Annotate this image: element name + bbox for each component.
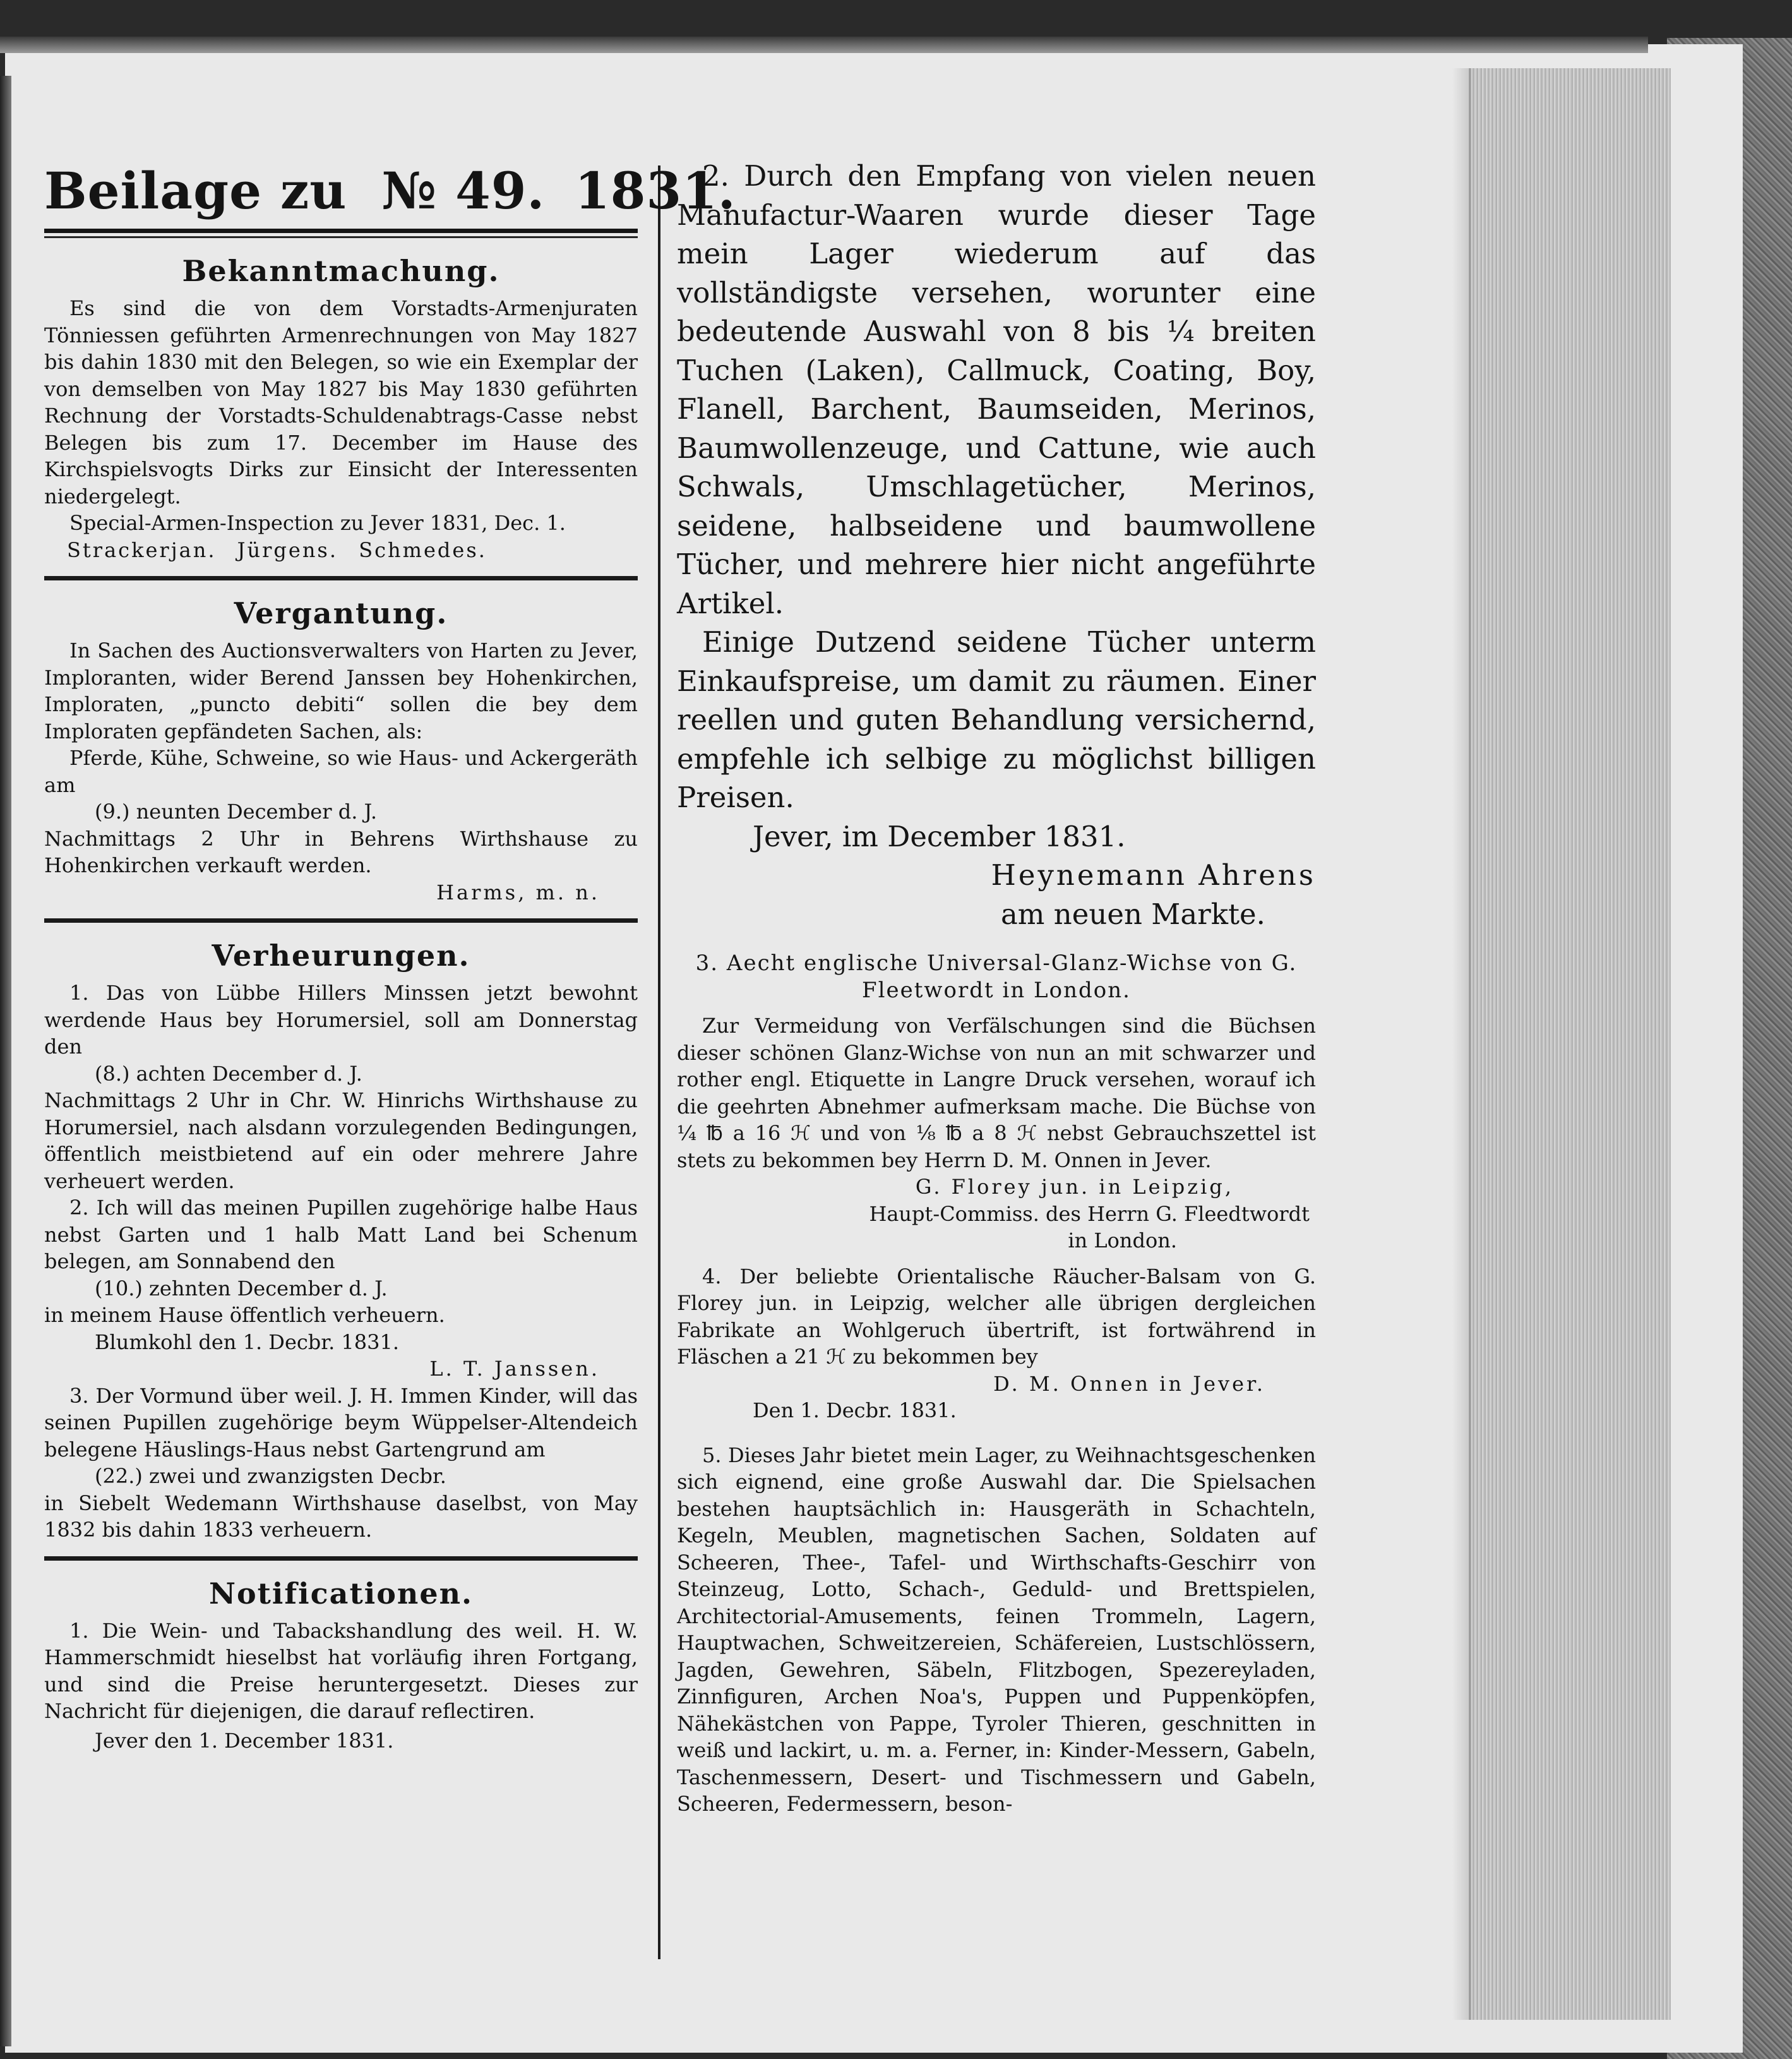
notification-2-text-2: Einige Dutzend seidene Tücher unterm Einkaufspreise, um damit zu räumen. Einer reellen und guten Behandlung versichernd, empfehle ich selbige zu möglichst billigen Preisen. — [677, 625, 1316, 814]
verheurungen-section — [44, 937, 638, 1544]
verheurung-2-text-2: in meinem Hause öffentlich verheuern. — [44, 1303, 445, 1327]
page-stack-edges — [1469, 68, 1671, 2020]
notification-5 — [677, 1442, 1316, 1818]
vergantung-text: In Sachen des Auctionsverwalters von Harten zu Jever, Imploranten, wider Berend Janssen bey Hohenkirchen, Imploraten, „puncto debiti“ sollen die bey dem Imploraten gepfändeten Sachen, als: — [44, 639, 638, 743]
verheurung-3-date: (22.) zwei und zwanzigsten Decbr. — [95, 1464, 446, 1488]
vergantung-section — [44, 594, 638, 906]
notification-4-text: 4. Der beliebte Orientalische Räucher-Balsam von G. Florey jun. in Leipzig, welcher alle übrigen dergleichen Fabrikate an Wohlgeruch übertrift, ist fortwährend in Fläschen a 21 ℋ zu bekommen bey — [677, 1264, 1316, 1369]
notification-2-place: Jever, im December 1831. — [753, 819, 1126, 853]
notification-2 — [677, 157, 1316, 933]
bekanntmachung-title: Bekanntmachung. — [182, 254, 500, 288]
notification-3-text: Zur Vermeidung von Verfälschungen sind die Büchsen dieser schönen Glanz-Wichse von nun an mit schwarzer und rother engl. Etiquette in Langre Druck versehen, worauf ich die geehrten Abnehmer aufmerksam mache. Die Büchse von ¼ ℔ a 16 ℋ und von ⅛ ℔ a 8 ℋ nebst Gebrauchszettel ist stets zu bekommen bey Herrn D. M. Onnen in Jever. — [677, 1014, 1316, 1172]
vergantung-title: Vergantung. — [234, 596, 448, 630]
vergantung-date: (9.) neunten December d. J. — [95, 800, 378, 824]
notificationen-title: Notificationen. — [208, 1576, 474, 1611]
verheurungen-title: Verheurungen. — [212, 939, 470, 973]
masthead-number: № 49. — [381, 161, 546, 220]
notification-5-text: 5. Dieses Jahr bietet mein Lager, zu Weihnachtsgeschenken sich eignend, eine große Auswahl dar. Die Spielsachen bestehen hauptsächlich in: Hausgeräth in Schachteln, Kegeln, Meublen, magnetischen Sachen, Soldaten auf Scheeren, Thee-, Tafel- und Wirthschafts-Geschirr von Steinzeug, Lotto, Schach-, Geduld- und Brettspielen, Architectorial-Amusements, feinen Trommeln, Lagern, Hauptwachen, Schweitzereien, Schäfereien, Lustschlössern, Jagden, Gewehren, Säbeln, Flitzbogen, Spezereyladen, Zinnfiguren, Archen Noa's, Puppen und Puppenköpfen, Nähekästchen von Pappe, Tyroler Thieren, geschnitten in weiß und lackirt, u. m. a. Ferner, in: Kinder-Messern, Gabeln, Taschenmessern, Desert- und Tischmessern und Gabeln, Scheeren, Federmessern, beson- — [677, 1443, 1316, 1816]
verheurung-3-text: 3. Der Vormund über weil. J. H. Immen Kinder, will das seinen Pupillen zugehörige beym Wüppelser-Altendeich belegene Häuslings-Haus nebst Gartengrund am — [44, 1383, 638, 1462]
vergantung-signature: Harms, m. n. — [436, 880, 600, 904]
notification-2-signature-1: Heynemann Ahrens — [991, 858, 1316, 892]
verheurung-1-text-2: Nachmittags 2 Uhr in Chr. W. Hinrichs Wirthshause zu Horumersiel, nach alsdann vorzulegenden Bedingungen, öffentlich meistbietend auf ein oder mehrere Jahre verheuert werden. — [44, 1088, 638, 1193]
right-column — [677, 157, 1316, 1818]
notification-4 — [677, 1263, 1316, 1424]
notification-3-title: 3. Aecht englische Universal-Glanz-Wichse von G. Fleetwordt in London. — [695, 951, 1298, 1003]
bekanntmachung-dateline: Special-Armen-Inspection zu Jever 1831, Dec. 1. — [69, 511, 566, 535]
notification-1-text: 1. Die Wein- und Tabackshandlung des weil. H. W. Hammerschmidt hieselbst hat vorläufig ihren Fortgang, und sind die Preise heruntergesetzt. Dieses zur Nachricht für diejenigen, die darauf reflectiren. — [44, 1618, 638, 1723]
section-divider — [44, 918, 638, 923]
notification-2-text: 2. Durch den Empfang von vielen neuen Manufactur-Waaren wurde dieser Tage mein Lager wiederum auf das vollständigste versehen, worunter eine bedeutende Auswahl von 8 bis ¼ breiten Tuchen (Laken), Callmuck, Coating, Boy, Flanell, Barchent, Baumseiden, Merinos, Baumwollenzeuge, und Cattune, wie auch Schwals, Umschlagetücher, Merinos, seidene, halbseidene und baumwollene Tücher, und mehrere hier nicht angeführte Artikel. — [677, 159, 1316, 620]
section-divider — [44, 1556, 638, 1561]
page-stack-shadow — [1452, 68, 1471, 2020]
notification-3-signature-2: Haupt-Commiss. des Herrn G. Fleedtwordt — [869, 1201, 1310, 1226]
notification-3 — [677, 950, 1316, 1254]
notification-3-signature-1: G. Florey jun. in Leipzig, — [915, 1175, 1234, 1199]
bekanntmachung-signatures: Strackerjan. Jürgens. Schmedes. — [67, 537, 487, 562]
verheurung-1-text: 1. Das von Lübbe Hillers Minssen jetzt bewohnt werdende Haus bey Horumersiel, soll am Donnerstag den — [44, 981, 638, 1059]
vergantung-items: Pferde, Kühe, Schweine, so wie Haus- und Ackergeräth am — [44, 746, 638, 797]
bekanntmachung-section — [44, 252, 638, 563]
notification-1-date: Jever den 1. December 1831. — [95, 1728, 394, 1753]
section-divider — [44, 576, 638, 580]
masthead-year: 1831. — [575, 161, 736, 220]
book-gutter — [0, 76, 11, 2046]
masthead-rule-thick — [44, 229, 638, 233]
notificationen-section — [44, 1575, 638, 1755]
column-divider — [658, 165, 660, 1959]
notification-4-signature: D. M. Onnen in Jever. — [993, 1371, 1265, 1396]
notification-4-date: Den 1. Decbr. 1831. — [753, 1398, 957, 1422]
masthead — [44, 158, 736, 224]
verheurung-1-date: (8.) achten December d. J. — [95, 1061, 362, 1086]
bekanntmachung-text: Es sind die von dem Vorstadts-Armenjuraten Tönniessen geführten Armenrechnungen von May 1827 bis dahin 1830 mit den Belegen, so wie ein Exemplar der von demselben von May 1827 bis May 1830 geführten Rechnung der Vorstadts-Schuldenabtrags-Casse nebst Belegen bis zum 17. December im Hause des Kirchspielsvogts Dirks zur Einsicht der Interessenten niedergelegt. — [44, 296, 638, 508]
verheurung-2-signature: L. T. Janssen. — [429, 1357, 600, 1381]
masthead-beilage: Beilage zu — [44, 161, 347, 220]
vergantung-text-2: Nachmittags 2 Uhr in Behrens Wirthshause zu Hohenkirchen verkauft werden. — [44, 826, 638, 877]
notification-3-signature-3: in London. — [1068, 1228, 1177, 1252]
notification-2-signature-2: am neuen Markte. — [1000, 897, 1265, 931]
left-column — [44, 158, 736, 1754]
verheurung-3-text-2: in Siebelt Wedemann Wirthshause daselbst, von May 1832 bis dahin 1833 verheuern. — [44, 1491, 638, 1542]
page-top-shadow — [0, 37, 1648, 53]
masthead-rule-thin — [44, 236, 638, 238]
verheurung-2-date: (10.) zehnten December d. J. — [95, 1276, 388, 1300]
verheurung-2-place: Blumkohl den 1. Decbr. 1831. — [95, 1330, 400, 1354]
verheurung-2-text: 2. Ich will das meinen Pupillen zugehörige halbe Haus nebst Garten und 1 halb Matt Land bei Schenum belegen, am Sonnabend den — [44, 1196, 638, 1273]
